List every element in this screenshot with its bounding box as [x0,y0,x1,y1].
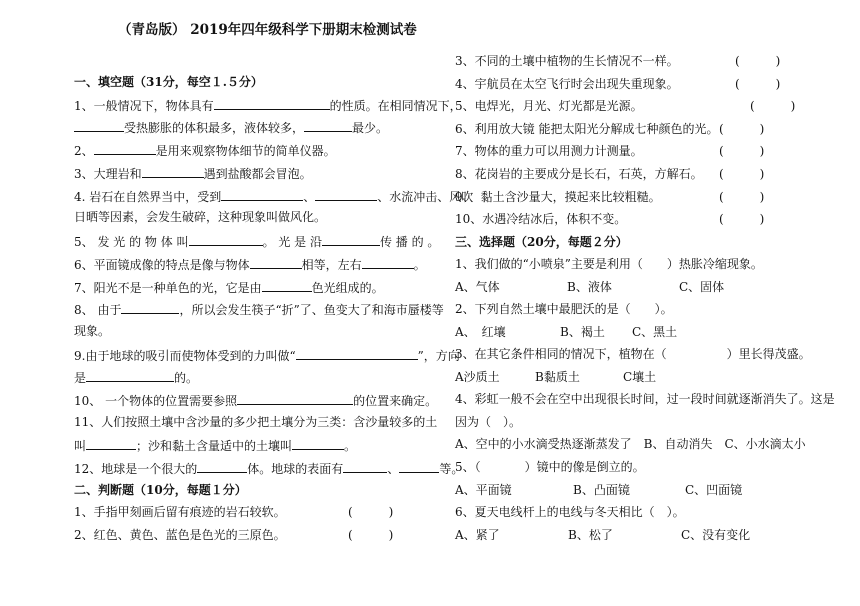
question-choice-4: 4、彩虹一般不会在空中出现很长时间，过一段时间就逐渐消失了。这是 [455,392,835,406]
option-b[interactable]: B、凸面镜 [573,483,630,497]
question-judge-9: 9、 黏土含沙量大，摸起来比较粗糙。 ( ) [455,190,765,204]
answer-blank[interactable] [399,459,439,473]
question-fill-4: 4. 岩石在自然界当中，受到 、 、水流冲击、风吹 [74,187,473,203]
section-fill-in-heading: 一、填空题（31分，每空１.５分） [74,75,263,89]
answer-paren[interactable]: ( ) [719,122,765,136]
question-fill-3: 3、大理岩和 遇到盐酸都会冒泡。 [74,164,312,180]
answer-paren[interactable]: ( ) [719,190,765,204]
question-choice-1: 1、我们做的“小喷泉”主要是利用（ ）热胀冷缩现象。 [455,257,763,271]
exam-title: （青岛版） 2019年四年级科学下册期末检测试卷 [118,22,417,38]
question-fill-11: 11、人们按照土壤中含沙量的多少把土壤分为三类：含沙量较多的土 [74,415,438,429]
question-fill-7: 7、阳光不是一种单色的光，它是由 色光组成的。 [74,278,384,294]
answer-blank[interactable] [94,141,156,155]
section-true-false-heading: 二、判断题（10分，每题１分） [74,483,247,497]
question-fill-9: 9.由于地球的吸引而使物体受到的力叫做“ ”，方向 [74,346,460,362]
question-fill-10: 10、 一个物体的位置需要参照 的位置来确定。 [74,391,437,407]
answer-blank[interactable] [250,255,302,269]
answer-paren[interactable]: ( ) [719,212,765,226]
question-choice-6-options [455,527,815,543]
answer-blank[interactable] [74,118,124,132]
option-b[interactable]: B、液体 [567,280,612,294]
answer-blank[interactable] [142,164,204,178]
answer-paren[interactable]: ( ) [348,528,394,542]
question-fill-9-cont: 是 的。 [74,368,198,384]
question-fill-5: 5、 发 光 的 物 体 叫 。 光 是 沿 传 播 的 。 [74,232,439,248]
answer-paren[interactable]: ( ) [735,77,781,91]
question-choice-3-options [455,369,815,385]
answer-blank[interactable] [362,255,414,269]
option-c[interactable]: C、黑土 [632,325,678,339]
question-fill-11-cont: 叫 ；沙和黏土含量适中的土壤叫 。 [74,436,356,452]
question-choice-5: 5、（ ）镜中的像是倒立的。 [455,460,645,474]
question-choice-6: 6、夏天电线杆上的电线与冬天相比（ ）。 [455,505,685,519]
answer-paren[interactable]: ( ) [719,167,765,181]
option-c[interactable]: C、没有变化 [681,528,751,542]
question-fill-4-cont: 日晒等因素，会发生破碎，这种现象叫做风化。 [74,210,327,224]
answer-blank[interactable] [322,232,380,246]
answer-paren[interactable]: ( ) [719,144,765,158]
question-choice-3: 3、在其它条件相同的情况下，植物在（ ）里长得茂盛。 [455,347,811,361]
option-c[interactable]: C、凹面镜 [685,483,743,497]
answer-blank[interactable] [292,436,344,450]
question-choice-2: 2、下列自然土壤中最肥沃的是（ ）。 [455,302,673,316]
question-choice-5-options [455,482,815,498]
option-c[interactable]: C、固体 [679,280,725,294]
question-choice-4-cont: 因为（ ）。 [455,415,522,429]
question-judge-1: 1、手指甲刻画后留有痕迹的岩石较软。 ( ) [74,505,394,519]
question-choice-1-options [455,279,815,295]
section-choice-heading: 三、选择题（20分，每题２分） [455,235,628,249]
question-judge-8: 8、花岗岩的主要成分是长石，石英，方解石。 ( ) [455,167,765,181]
answer-blank[interactable] [221,187,303,201]
option-a[interactable]: A、平面镜 [455,483,512,497]
option-a[interactable]: A沙质土 [455,370,500,384]
option-b[interactable]: B、松了 [568,528,613,542]
question-judge-5: 5、电焊光，月光、灯光都是光源。 ( ) [455,99,796,113]
option-b[interactable]: B黏质土 [535,370,580,384]
question-fill-1: 1、一般情况下，物体具有 的性质。在相同情况下， [74,96,462,112]
answer-blank[interactable] [315,187,377,201]
answer-blank[interactable] [296,346,418,360]
answer-blank[interactable] [214,96,330,110]
answer-paren[interactable]: ( ) [348,505,394,519]
question-fill-1-cont: 受热膨胀的体积最多，液体较多， 最少。 [74,118,388,134]
answer-paren[interactable]: ( ) [750,99,796,113]
answer-blank[interactable] [237,391,353,405]
question-choice-2-options [455,324,815,340]
answer-paren[interactable]: ( ) [735,54,781,68]
question-fill-2: 2、 是用来观察物体细节的简单仪器。 [74,141,336,157]
question-fill-12: 12、地球是一个很大的 体。地球的表面有 、 等。 [74,459,463,475]
option-a[interactable]: A、气体 [455,280,500,294]
answer-blank[interactable] [86,368,174,382]
question-choice-4-options[interactable]: A、空中的小水滴受热逐渐蒸发了 B、自动消失 C、小水滴太小 [455,437,806,451]
answer-blank[interactable] [304,118,352,132]
answer-blank[interactable] [189,232,263,246]
option-a[interactable]: A、 红壤 [455,325,506,339]
answer-blank[interactable] [86,436,136,450]
question-judge-6: 6、利用放大镜 能把太阳光分解成七种颜色的光。 ( ) [455,122,765,136]
question-judge-10: 10、水遇冷结冰后，体积不变。 ( ) [455,212,765,226]
option-a[interactable]: A、紧了 [455,528,500,542]
question-fill-8: 8、 由于 ，所以会发生筷子“折”了、鱼变大了和海市蜃楼等 [74,300,444,316]
answer-blank[interactable] [262,278,312,292]
question-judge-3: 3、不同的土壤中植物的生长情况不一样。 ( ) [455,54,781,68]
question-fill-6: 6、平面镜成像的特点是像与物体 相等，左右 。 [74,255,426,271]
option-b[interactable]: B、褐土 [560,325,605,339]
answer-blank[interactable] [343,459,387,473]
answer-blank[interactable] [121,300,179,314]
question-judge-7: 7、物体的重力可以用测力计测量。 ( ) [455,144,765,158]
question-fill-8-cont: 现象。 [74,324,111,338]
question-judge-4: 4、宇航员在太空飞行时会出现失重现象。 ( ) [455,77,781,91]
answer-blank[interactable] [197,459,247,473]
option-c[interactable]: C壤土 [623,370,657,384]
question-judge-2: 2、红色、黄色、蓝色是色光的三原色。 ( ) [74,528,394,542]
